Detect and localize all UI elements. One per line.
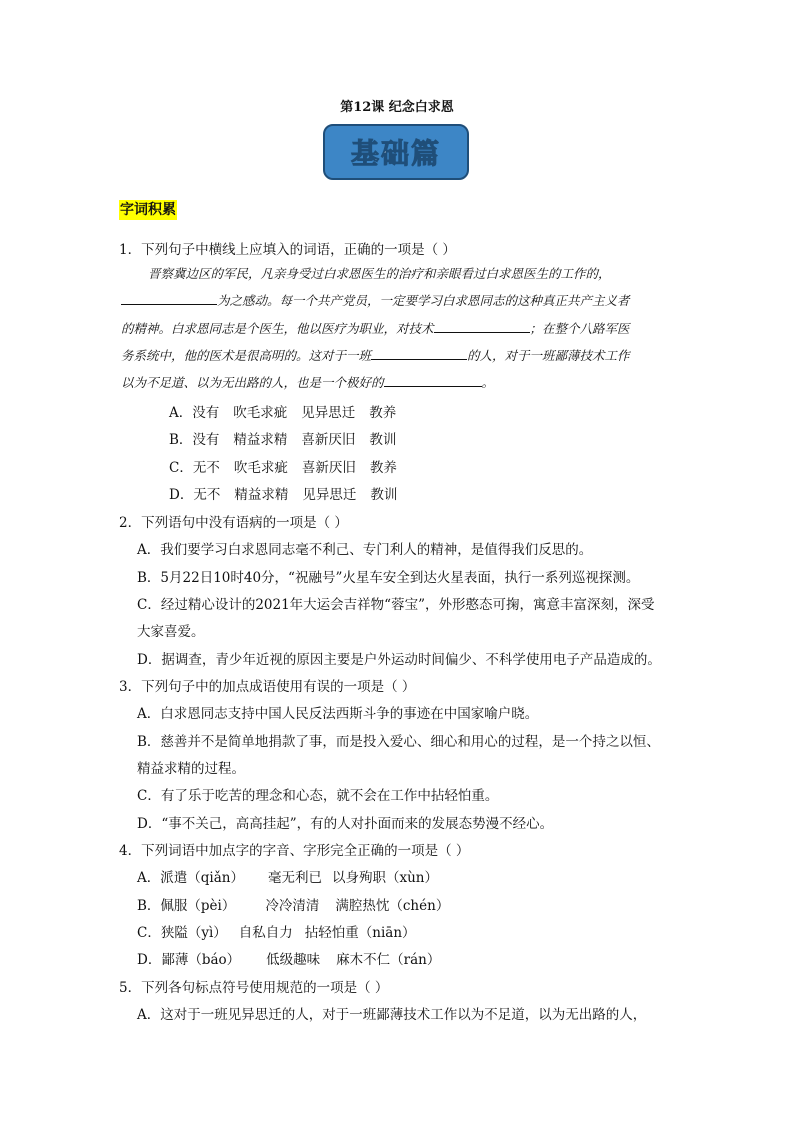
q1-passage-line: 为之感动。每一个共产党员，一定要学习白求恩同志的这种真正共产主义者 bbox=[121, 291, 630, 309]
q3-option-c[interactable]: C．有了乐于吃苦的理念和心态，就不会在工作中拈轻怕重。 bbox=[137, 788, 499, 804]
q1-option-c[interactable]: C．无不 吹毛求疵 喜新厌旧 教养 bbox=[169, 460, 397, 476]
q4-option-a[interactable]: A．派遣（qiǎn） 毫无利已 以身殉职（xùn） bbox=[137, 870, 438, 886]
answer-blank bbox=[121, 292, 217, 305]
q3-stem: 3．下列句子中的加点成语使用有误的一项是（ ） bbox=[119, 679, 416, 695]
q3-option-b[interactable]: B．慈善并不是简单地捐款了事，而是投入爱心、细心和用心的过程，是一个持之以恒、 bbox=[137, 734, 660, 750]
q4-option-c[interactable]: C．狭隘（yì） 自私自力 拈轻怕重（niān） bbox=[137, 925, 416, 941]
q2-option-c-cont: 大家喜爱。 bbox=[137, 624, 205, 640]
q2-option-b[interactable]: B．5月22日10时40分，“祝融号”火星车安全到达火星表面，执行一系列巡视探测。 bbox=[137, 570, 640, 586]
q1-passage-line: 晋察冀边区的军民，凡亲身受过白求恩医生的治疗和亲眼看过白求恩医生的工作的， bbox=[148, 266, 611, 281]
section-heading: 字词积累 bbox=[120, 202, 176, 218]
q1-passage-line: 以为不足道、以为无出路的人，也是一个极好的 。 bbox=[121, 375, 495, 390]
answer-blank bbox=[434, 320, 530, 333]
q3-option-d[interactable]: D．“事不关己，高高挂起”，有的人对扑面而来的发展态势漫不经心。 bbox=[137, 816, 554, 832]
q4-option-b[interactable]: B．佩服（pèi） 冷冷清清 满腔热忱（chén） bbox=[137, 898, 450, 914]
lesson-title: 第12课 纪念白求恩 bbox=[340, 100, 454, 115]
q4-option-d[interactable]: D．鄙薄（báo） 低级趣味 麻木不仁（rán） bbox=[137, 952, 441, 968]
answer-blank bbox=[384, 374, 482, 387]
q2-stem: 2．下列语句中没有语病的一项是（ ） bbox=[119, 515, 348, 531]
q3-option-b-cont: 精益求精的过程。 bbox=[137, 761, 245, 777]
q5-option-a[interactable]: A．这对于一班见异思迁的人，对于一班鄙薄技术工作以为不足道，以为无出路的人， bbox=[137, 1007, 647, 1023]
q2-option-a[interactable]: A．我们要学习白求恩同志毫不利己、专门利人的精神，是值得我们反思的。 bbox=[137, 542, 593, 558]
q1-stem: 1．下列句子中横线上应填入的词语，正确的一项是（ ） bbox=[119, 242, 456, 258]
answer-blank bbox=[371, 347, 467, 360]
q2-option-d[interactable]: D．据调查，青少年近视的原因主要是户外运动时间偏少、不科学使用电子产品造成的。 bbox=[137, 652, 661, 668]
q3-option-a[interactable]: A．白求恩同志支持中国人民反法西斯斗争的事迹在中国家喻户晓。 bbox=[137, 706, 539, 722]
q5-stem: 5．下列各句标点符号使用规范的一项是（ ） bbox=[119, 980, 389, 996]
q4-stem: 4．下列词语中加点字的字音、字形完全正确的一项是（ ） bbox=[119, 843, 470, 859]
q2-option-c[interactable]: C．经过精心设计的2021年大运会吉祥物“蓉宝”，外形憨态可掬，寓意丰富深刻，深受 bbox=[137, 597, 655, 613]
level-banner: 基础篇 bbox=[323, 124, 469, 180]
q1-passage-line: 的精神。白求恩同志是个医生，他以医疗为职业，对技术 ；在整个八路军医 bbox=[121, 321, 630, 336]
q1-option-b[interactable]: B．没有 精益求精 喜新厌旧 教训 bbox=[169, 432, 397, 448]
q1-option-a[interactable]: A．没有 吹毛求疵 见异思迁 教养 bbox=[169, 405, 397, 421]
q1-passage-line: 务系统中，他的医术是很高明的。这对于一班 的人，对于一班鄙薄技术工作 bbox=[121, 348, 630, 363]
q1-option-d[interactable]: D．无不 精益求精 见异思迁 教训 bbox=[169, 487, 398, 503]
